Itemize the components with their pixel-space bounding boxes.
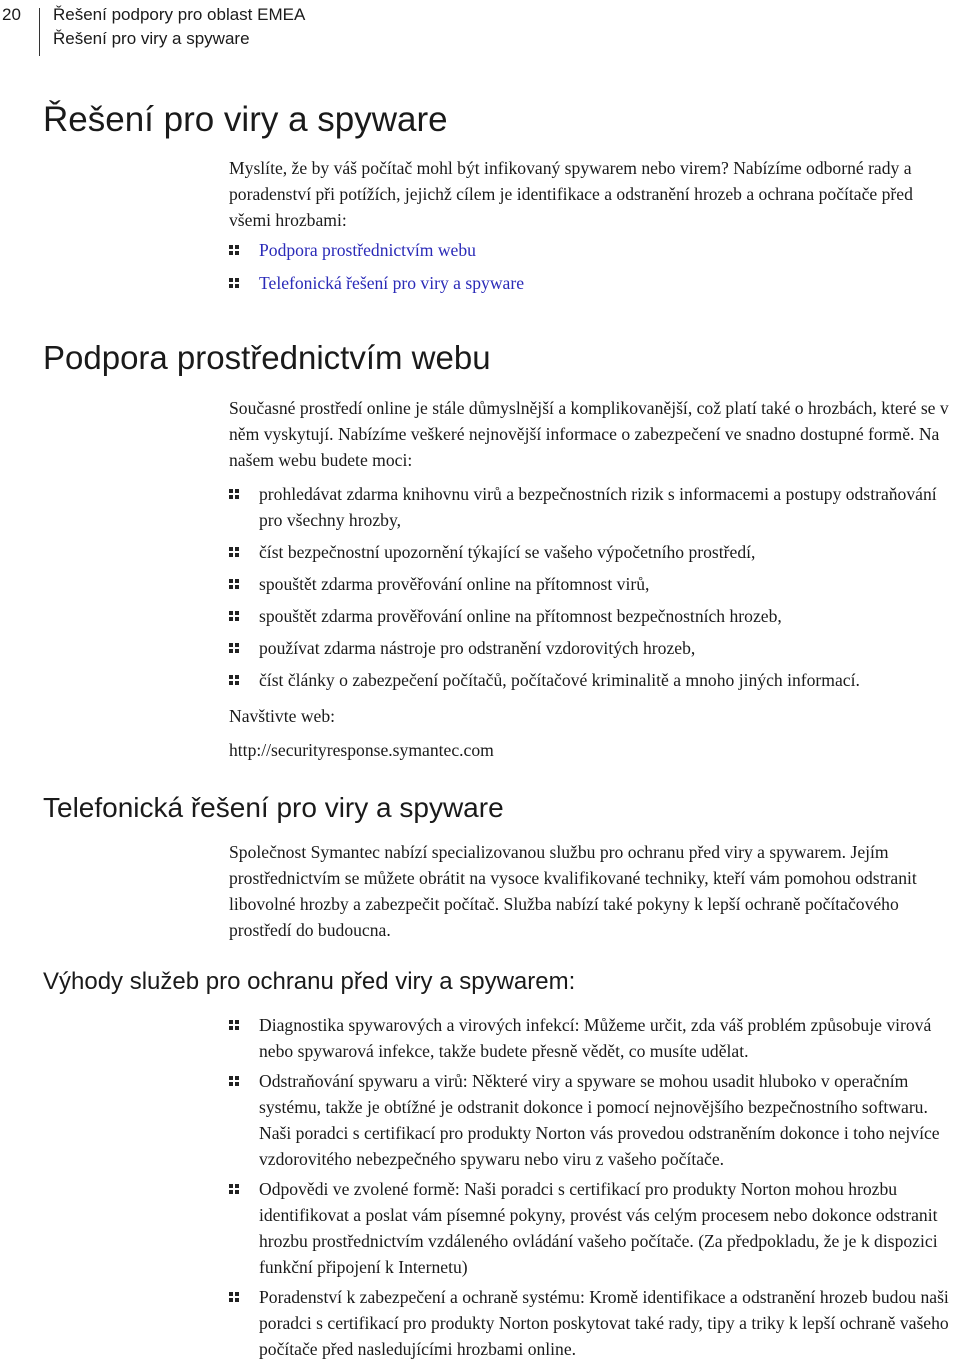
header-chapter: Řešení podpory pro oblast EMEA (53, 5, 306, 24)
page-number: 20 (2, 5, 21, 24)
list-item (229, 1068, 960, 1172)
bullet-icon (229, 579, 239, 589)
list-item[interactable] (229, 237, 960, 263)
bullet-icon (229, 1020, 239, 1030)
list-item-text: prohledávat zdarma knihovnu virů a bezpečnostních rizik s informacemi a postupy odstraňování pro všechny hrozby, (259, 484, 937, 530)
bullet-icon (229, 278, 239, 288)
bullet-icon (229, 675, 239, 685)
bullet-icon (229, 1076, 239, 1086)
list-item (229, 539, 960, 565)
list-item (229, 1284, 960, 1362)
list-item-text: Odpovědi ve zvolené formě: Naši poradci s certifikací pro produkty Norton mohou hrozbu identifikovat a poslat vám písemné pokyny, provést vás celým procesem nebo dokonce odstranit hrozbu prostřednictvím vzdáleného ovládání vašeho počítače. (Za předpokladu, že je k dispozici funkční připojení k Internetu) (259, 1179, 938, 1277)
phone-support-paragraph: Společnost Symantec nabízí specializovanou službu pro ochranu před viry a spywarem. Jejím prostřednictvím se můžete obrátit na vysoce kvalifikované techniky, kteří vám pomohou odstranit libovolné hrozby a zabezpečit počítač. Služba nabízí také pokyny k lepší ochraně počítačového prostředí do budoucna. (229, 842, 917, 940)
link-phone-support[interactable]: Telefonická řešení pro viry a spyware (259, 273, 525, 293)
list-item-text: číst bezpečnostní upozornění týkající se vašeho výpočetního prostředí, (259, 542, 756, 562)
list-item-text: Diagnostika spywarových a virových infekcí: Můžeme určit, zda váš problém způsobuje virová nebo spywarová infekce, takže budete přesně vědět, co musíte udělat. (259, 1015, 932, 1061)
benefits-title: Výhody služeb pro ochranu před viry a spywarem: (43, 968, 576, 995)
list-item-text: číst články o zabezpečení počítačů, počítačové kriminalitě a mnoho jiných informací. (259, 670, 860, 690)
bullet-icon (229, 489, 239, 499)
list-item-text: spouštět zdarma prověřování online na přítomnost virů, (259, 574, 650, 594)
link-web-support[interactable]: Podpora prostřednictvím webu (259, 240, 476, 260)
bullet-icon (229, 547, 239, 557)
list-item-text: Poradenství k zabezpečení a ochraně systému: Kromě identifikace a odstranění hrozeb budou naši poradci s certifikací pro produkty Norton poskytovat také rady, tipy a triky k lepší ochraně vašeho počítače před nasledujícími hrozbami online. (259, 1287, 949, 1359)
web-support-paragraph: Současné prostředí online je stále důmyslnější a komplikovanější, což platí také o hrozbách, které se v něm vyskytují. Nabízíme veškeré nejnovější informace o zabezpečení ve snadno dostupné formě. Na našem webu budete moci: (229, 398, 949, 470)
section-title-phone: Telefonická řešení pro viry a spyware (43, 792, 504, 823)
bullet-icon (229, 643, 239, 653)
list-item (229, 481, 960, 533)
list-item (229, 667, 960, 693)
list-item-text: spouštět zdarma prověřování online na přítomnost bezpečnostních hrozeb, (259, 606, 782, 626)
list-item-text: Odstraňování spywaru a virů: Některé viry a spyware se mohou usadit hluboko v operačním systému, takže je obtížné je odstranit dokonce i pomocí nejnovějšího bezpečnostního softwaru. Naši poradci s certifikací pro produkty Norton vás provedou odstraněním dokonce i toho nejvíce vzdorovitého nebezpečného spywaru nebo viru z vašeho počítače. (259, 1071, 940, 1169)
list-item (229, 571, 960, 597)
bullet-icon (229, 611, 239, 621)
list-item[interactable] (229, 270, 960, 296)
list-item (229, 1012, 960, 1064)
benefits-list (229, 1012, 960, 1362)
bullet-icon (229, 1292, 239, 1302)
support-url-link[interactable]: http://securityresponse.symantec.com (229, 740, 494, 760)
list-item-text: používat zdarma nástroje pro odstranění vzdorovitých hrozeb, (259, 638, 696, 658)
intro-paragraph: Myslíte, že by váš počítač mohl být infikovaný spywarem nebo virem? Nabízíme odborné rady a poradenství při potížích, jejichž cílem je identifikace a odstranění hrozeb a ochrana počítače před všemi hrozbami: (229, 158, 913, 230)
list-item (229, 1176, 960, 1280)
header-divider (39, 8, 40, 56)
header-section: Řešení pro viry a spyware (53, 29, 250, 48)
page-title: Řešení pro viry a spyware (43, 100, 448, 139)
list-item (229, 603, 960, 629)
section-link-list (229, 237, 960, 296)
bullet-icon (229, 245, 239, 255)
section-title-web: Podpora prostřednictvím webu (43, 339, 491, 376)
visit-label: Navštivte web: (229, 706, 336, 726)
list-item (229, 635, 960, 661)
bullet-icon (229, 1184, 239, 1194)
web-features-list (229, 481, 960, 693)
